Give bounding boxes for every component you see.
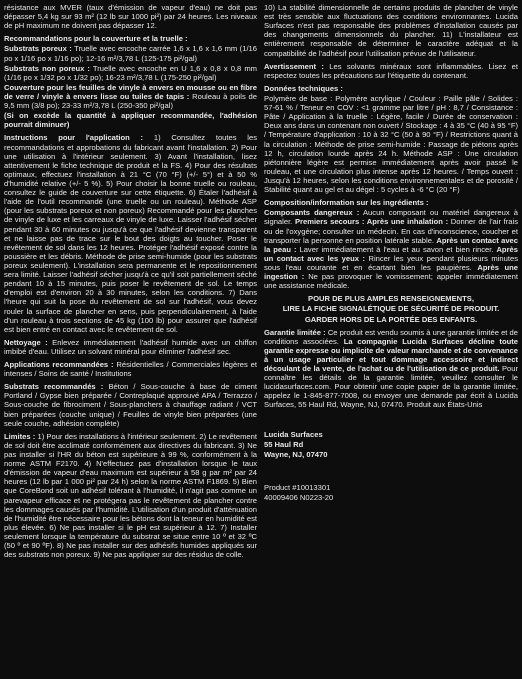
cleanup: Nettoyage : Enlevez immédiatement l'adhésif humide avec un chiffon imbibé d'eau. Utilisez un solvant minéral pour éliminer l'adhésif sec. <box>4 337 257 356</box>
composition-info: Composants dangereux : Aucun composant ou matériel dangereux à signaler. Premiers secours : Après une inhalation : Donner de l'air frais ou de l'oxygène; consulter un médecin. En cas d'inconscience, coucher et transporter la personne en position latérale stable. Après un contact avec la peau : Laver immédiatement à l'eau et au savon et bien rincer. Après un contact avec les yeux : Rincer les yeux pendant plusieurs minutes sous l'eau courante et en écartant bien les paupières. Après une ingestion : Ne pas provoquer le vomissement; appeler immédiatement une assistance médicale. <box>264 208 519 291</box>
right-column <box>264 3 518 503</box>
company-address <box>264 430 518 459</box>
sds-line-2: LIRE LA FICHE SIGNALÉTIQUE DE SÉCURITÉ DE PRODUIT. <box>282 304 500 314</box>
recommended-substrates: Substrats recommandés : Béton / Sous-couche à base de ciment Portland / Gypse bien préparée / Contreplaqué approuvé APA / Terrazzo / Sous-couche de fibrociment / Sous-planchers à chauffage radiant / VCT bien préparées (couche unique) / Feuilles de vinyle bien préparées (une seule couche, adhésion complète) <box>4 382 257 428</box>
application-instructions: Instructions pour l'application : 1) Consultez toutes les recommandations et approbations du fabricant avant l'installation. 2) Pour une utilisation à l'intérieur seulement. 3) Avant l'installation, lisez attentivement le fiche technique de produit et la FS. 4) Pour des résultats optimaux, effectuez l'installation à 21 °C (70 °F) (+/- 5°) et à 50 % d'humidité relative (+/- 5 %). 5) Pour choisir la bonne truelle ou rouleau, consultez le guide de couverture sur cette étiquette. 6) Étaler l'adhésif à l'aide de l'outil recommandé (une truelle ou un rouleau). Méthode ASP (pour les substrats poreux et non poreux) Recommandé pour les planches de vinyle de luxe et les carreaux de vinyle de luxe. Laisser l'adhésif sécher pendant 30 à 60 minutes ou jusqu'à ce que l'adhésif devienne transparent et ne laisse pas de trace sur le bout des doigts au toucher. Poser le revêtement de sol dans les 12 heures. Protéger l'adhésif exposé contre la poussière et les débris. Méthode de prise semi-humide (pour les substrats poreux seulement). L'installation sera permanente et le repositionnement sera limité. Laisser l'adhésif sécher jusqu'à ce qu'il soit partiellement séché pendant 10 à 15 minutes, puis poser le revêtement de sol. Le temps d'emploi est d'environ 20 à 30 minutes, selon les conditions. 7) Dans l'heure qui suit la pose du revêtement de sol sur l'adhésif, vous devez rouler la surface de plancher en sens, puis perpendiculairement, à l'aide d'un rouleau à trois sections de 45 kg (100 lb) pour assurer que l'adhésif est bien entré en contact avec le revêtement de sol. <box>4 133 257 334</box>
warning: Avertissement : Les solvants minéraux sont inflammables. Lisez et respectez toutes les précautions sur l'étiquette du contenant. <box>264 61 518 80</box>
coverage-note: (Si on excède la quantité à appliquer recommandée, l'adhésion pourrait diminuer) <box>4 111 257 130</box>
nonporous-substrates: Substrats non poreux : Truelle avec encoche en U 1,6 x 0,8 x 0,8 mm (1/16 po x 1/32 po x 1/32 po); 16-23 m²/3,78 L (175-250 pi²/gal) <box>4 63 257 82</box>
company-street: 55 Haul Rd <box>264 439 304 449</box>
technical-data-heading: Données techniques : <box>264 83 343 93</box>
vapor-intro: résistance aux MVER (taux d'émission de vapeur d'eau) ne doit pas dépasser 5,4 kg sur 93 m² (12 lb sur 1000 pi²) par 24 heures. Les niveaux de pH maximum ne doivent pas dépasser 12. <box>4 3 257 31</box>
trowel-heading: Recommandations pour la couverture et la truelle : <box>4 34 188 44</box>
limited-warranty: Garantie limitée : Ce produit est vendu soumis à une garantie limitée et de conditions associées. La compagnie Lucida Surfaces décline toute garantie expresse ou implicite de valeur marchande et de convenance à un usage particulier et tout dommage accessoire et indirect découlant de la vente, de l'achat ou de l'utilisation de ce produit. Pour connaître les détails de la garantie limitée, veuillez consulter le lucidasurfaces.com. Pour obtenir une copie papier de la garantie limitée, appelez le 1-845-877-7008, ou envoyer une demande par écrit à Lucida Surfaces, 55 Haul Rd, Wayne, NJ, 07470. Produit aux États-Unis <box>264 327 518 410</box>
product-number: Product #10013301 <box>264 482 331 492</box>
product-code: 40009406 N0223-20 <box>264 493 334 503</box>
company-city: Wayne, NJ, 07470 <box>264 449 328 459</box>
recommended-applications: Applications recommandées : Résidentielles / Commerciales légères et intenses / Soins de santé / Institutions <box>4 360 257 379</box>
stability-note: 10) La stabilité dimensionnelle de certains produits de plancher de vinyle est très sensible aux fluctuations des conditions environnantes. Lucida Surfaces n'est pas responsable des problèmes d'installation causés par des changements dimensionnels du plancher. 11) L'installateur est entièrement responsable de déterminer le caractère adéquat et la compatibilité de l'adhésif pour l'utilisation prévue de l'utilisateur. <box>264 3 518 58</box>
technical-data: Polymère de base : Polymère acrylique / Couleur : Paille pâle / Solides : 57-61 % / Teneur en COV : <1 gramme par litre / pH : 8,7 / Consistance : Pâte / Application à la truelle : Légère, facile / Durée de conservation : Deux ans dans un contenant non ouvert / Stockage : 4 à 35 °C (40 à 95 °F) / Température d'application : 10 à 32 °C (50 à 90 °F) / Restrictions quant à la circulation : Méthode de prise semi-humide : Passage de piétons après 12 h, circulation lourde après 24 h. Méthode ASP : Une circulation piétonnière légère est permise immédiatement après avoir passé le rouleau, et une circulation plus intense après 12 heures. / Temps ouvert : Jusqu'à 12 heures, selon les conditions environnementales et de porosité / Stabilité quant au gel et au dégel : 5 cycles à -6 °C (20 °F) <box>264 93 518 195</box>
limitations: Limites : 1) Pour des installations à l'intérieur seulement. 2) Le revêtement de sol doit être acclimaté conformément aux directives du fabricant. 3) Ne pas installer si l'HR du béton est supérieure à 99 %, conformément à la norme ASTM F2170. 4) N'effectuez pas d'installation lorsque le taux d'émission de vapeur d'eau maximum est supérieur à 58 g par m² par 24 heures (12 lb par 1 000 pi² par 24 h) selon la norme ASTM F1869. 5) Bien que CoreBond soit un adhésif tolérant à l'humidité, il n'agit pas comme un parevapeur efficace et ne protégera pas le revêtement de plancher contre les dommages causés par l'humidité. L'utilisation d'un produit d'atténuation de l'humidité être nécessaire pour les bétons dont la teneur en humidité est plus élevée. 6) Ne pas installer si le pH est supérieur à 12. 7) Installer seulement lorsque la température du substrat se situe entre 10 º et 32 ºC (50 º et 90 ºF). 8) Ne pas installer sur des adhésifs humides appliqués sur des substrats non poreux. 9) Ne pas appliquer sur des résidus de colle. <box>4 431 257 560</box>
porous-substrates: Substrats poreux : Truelle avec encoche carrée 1,6 x 1,6 x 1,6 mm (1/16 po x 1/16 po x 1/16 po); 12-16 m²/3,78 L (125-175 pi²/gal) <box>4 44 257 63</box>
left-column <box>4 3 257 563</box>
sds-line-1: POUR DE PLUS AMPLES RENSEIGNEMENTS, <box>308 294 474 304</box>
sds-line-3: GARDER HORS DE LA PORTÉE DES ENFANTS. <box>304 314 478 324</box>
product-codes <box>264 483 518 502</box>
foam-coverage: Couverture pour les feuilles de vinyle à envers en mousse ou en fibre de verre / vinyle à envers lisse ou tuiles de tapis : Rouleau à poils de 9,5 mm (3/8 po); 23-33 m²/3,78 L (250-350 pi²/gal) <box>4 82 257 111</box>
company-name: Lucida Surfaces <box>264 429 323 439</box>
composition-heading: Composition/information sur les ingrédients : <box>264 198 429 208</box>
